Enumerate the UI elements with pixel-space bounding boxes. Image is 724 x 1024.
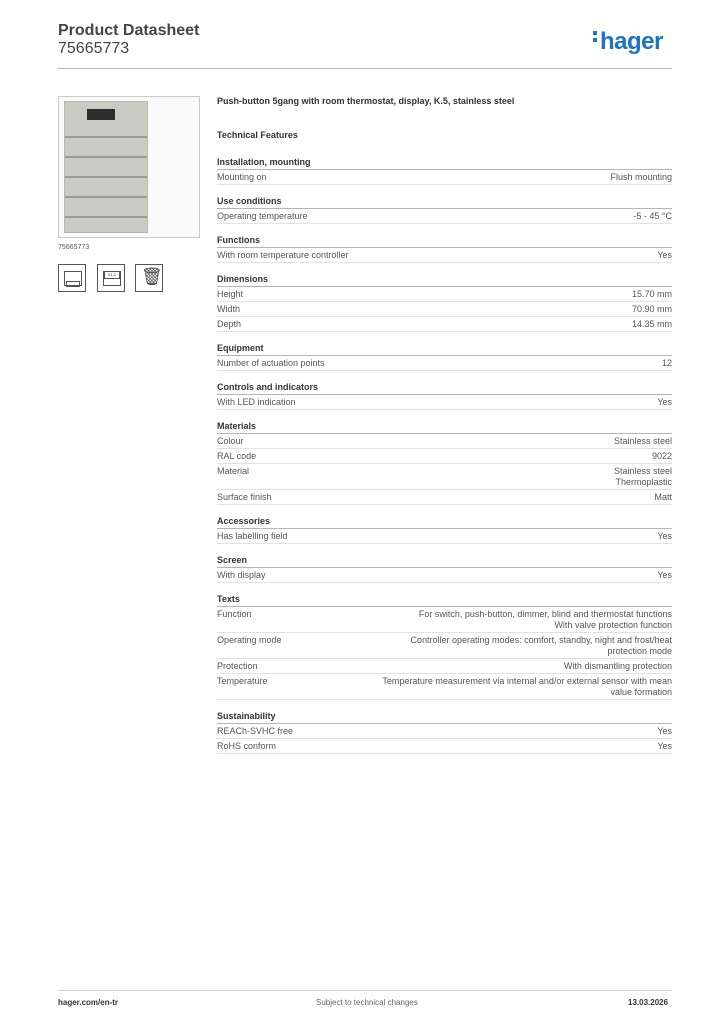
section-title: Controls and indicators [217, 380, 672, 395]
device-key [65, 162, 147, 178]
section-title: Texts [217, 592, 672, 607]
product-number: 75665773 [58, 40, 130, 57]
spec-row [217, 633, 672, 659]
section-title: Dimensions [217, 272, 672, 287]
spec-row [217, 434, 672, 449]
spec-key: Colour [217, 436, 244, 446]
spec-row [217, 659, 672, 674]
spec-key: Protection [217, 661, 258, 671]
hager-logo [593, 28, 663, 56]
section-title: Sustainability [217, 709, 672, 724]
header-divider [58, 68, 672, 69]
spec-row [217, 395, 672, 410]
technical-features-title: Technical Features [217, 130, 298, 140]
spec-key: Surface finish [217, 492, 272, 502]
spec-section [217, 553, 672, 583]
spec-value: Stainless steel [613, 436, 672, 446]
spec-section [217, 592, 672, 700]
spec-key: RoHS conform [217, 741, 277, 751]
product-title: Push-button 5gang with room thermostat, display, K.5, stainless steel [217, 96, 515, 106]
spec-value: For switch, push-button, dimmer, blind and thermostat functions With valve protection function [418, 609, 672, 630]
spec-section [217, 155, 672, 185]
spec-key: Mounting on [217, 172, 267, 182]
section-title: Screen [217, 553, 672, 568]
spec-key: RAL code [217, 451, 257, 461]
spec-section [217, 419, 672, 505]
spec-key: Operating mode [217, 635, 282, 645]
footer-website: hager.com/en-tr [58, 998, 119, 1007]
spec-value: Yes [657, 250, 672, 260]
footer-date: 13.03.2026 [628, 998, 669, 1007]
section-title: Materials [217, 419, 672, 434]
spec-row [217, 449, 672, 464]
section-title: Use conditions [217, 194, 672, 209]
spec-value: 15.70 mm [631, 289, 672, 299]
weee-bin-icon: 🗑 [135, 264, 163, 292]
spec-row [217, 674, 672, 700]
spec-key: Has labelling field [217, 531, 288, 541]
section-title: Equipment [217, 341, 672, 356]
spec-section [217, 514, 672, 544]
spec-key: With display [217, 570, 266, 580]
device-key [65, 122, 147, 138]
spec-value: Temperature measurement via internal and/or external sensor with mean value formation [382, 676, 672, 697]
spec-row [217, 317, 672, 332]
spec-key: Number of actuation points [217, 358, 325, 368]
footer-divider [58, 990, 672, 991]
spec-row [217, 248, 672, 263]
spec-value: Yes [657, 726, 672, 736]
spec-row [217, 607, 672, 633]
spec-key: With room temperature controller [217, 250, 349, 260]
section-title: Accessories [217, 514, 672, 529]
spec-value: 12 [661, 358, 672, 368]
image-caption: 75665773 [58, 244, 90, 251]
spec-value: Yes [657, 570, 672, 580]
spec-section [217, 341, 672, 371]
spec-value: -5 - 45 °C [633, 211, 672, 221]
device-key [65, 182, 147, 198]
spec-section [217, 272, 672, 332]
spec-value: 70.90 mm [631, 304, 672, 314]
spec-section [217, 709, 672, 754]
spec-value: Matt [654, 492, 672, 502]
spec-value: 14.35 mm [631, 319, 672, 329]
spec-row [217, 209, 672, 224]
spec-row [217, 568, 672, 583]
flush-mount-icon [58, 264, 86, 292]
device-key [65, 142, 147, 158]
spec-key: Depth [217, 319, 242, 329]
spec-key: REACh-SVHC free [217, 726, 294, 736]
spec-value: Yes [657, 397, 672, 407]
spec-value: Yes [657, 741, 672, 751]
spec-row [217, 724, 672, 739]
footer-disclaimer: Subject to technical changes [316, 998, 418, 1007]
spec-row [217, 490, 672, 505]
spec-row [217, 739, 672, 754]
spec-row [217, 356, 672, 371]
page-title: Product Datasheet [58, 22, 200, 39]
spec-row [217, 464, 672, 490]
device-key [65, 202, 147, 218]
spec-key: Material [217, 466, 250, 476]
product-image [58, 96, 200, 238]
spec-section [217, 194, 672, 224]
device-display [87, 109, 115, 120]
display-icon: 21.2 [97, 264, 125, 292]
spec-value: 9022 [651, 451, 672, 461]
spec-key: With LED indication [217, 397, 296, 407]
spec-value: Yes [657, 531, 672, 541]
spec-row [217, 170, 672, 185]
section-title: Installation, mounting [217, 155, 672, 170]
spec-sections [217, 155, 672, 763]
spec-row [217, 529, 672, 544]
logo-dots-icon [593, 31, 598, 45]
push-button-device-illustration [64, 101, 148, 233]
spec-key: Temperature [217, 676, 268, 686]
spec-value: With dismantling protection [563, 661, 672, 671]
spec-key: Height [217, 289, 244, 299]
spec-row [217, 287, 672, 302]
spec-section [217, 380, 672, 410]
section-title: Functions [217, 233, 672, 248]
spec-section [217, 233, 672, 263]
spec-value: Stainless steel Thermoplastic [613, 466, 672, 487]
spec-row [217, 302, 672, 317]
spec-key: Operating temperature [217, 211, 308, 221]
logo-text: hager [600, 28, 663, 55]
spec-key: Width [217, 304, 241, 314]
spec-key: Function [217, 609, 252, 619]
spec-value: Controller operating modes: comfort, standby, night and frost/heat protection mode [410, 635, 672, 656]
spec-value: Flush mounting [610, 172, 672, 182]
